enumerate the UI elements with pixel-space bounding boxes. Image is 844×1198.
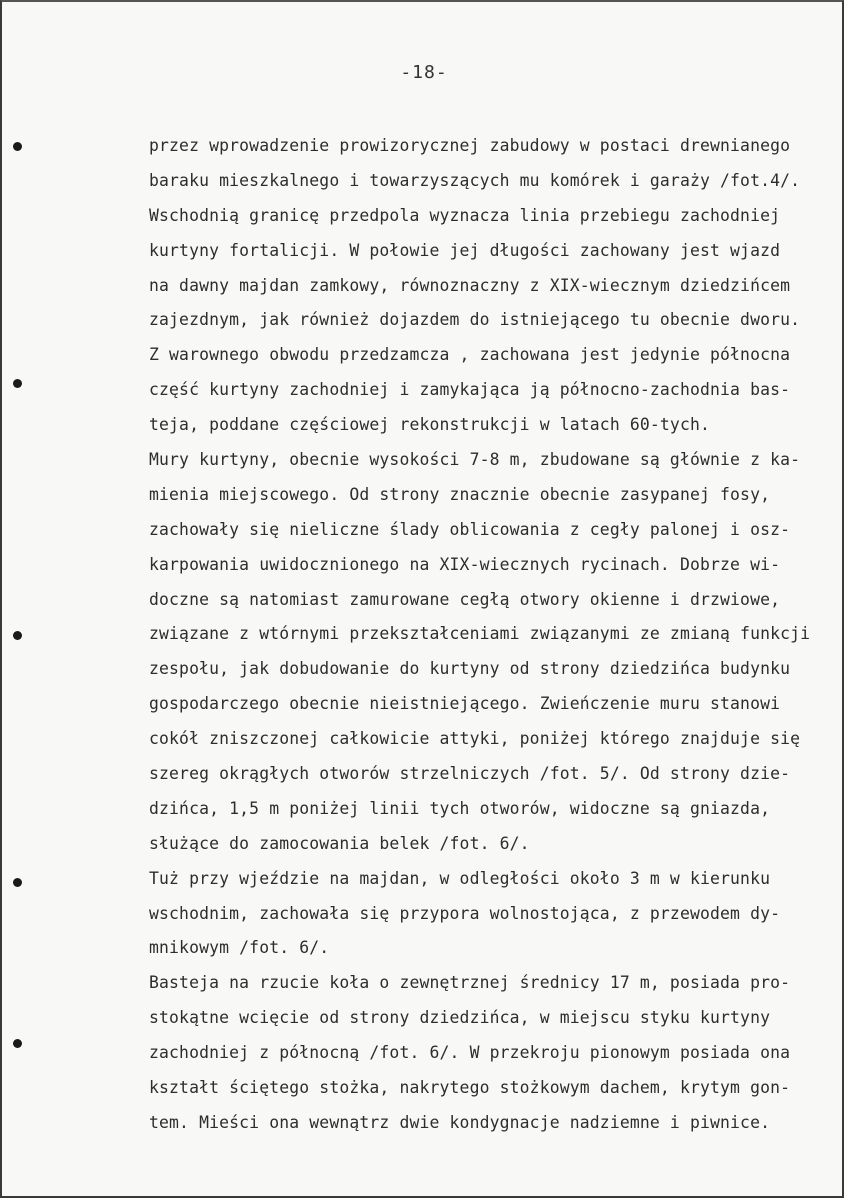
text-line: dzińca, 1,5 m poniżej linii tych otworów, widoczne są gniazda, bbox=[149, 798, 771, 818]
text-line: Mury kurtyny, obecnie wysokości 7-8 m, zbudowane są głównie z ka- bbox=[149, 450, 801, 470]
text-line: Wschodnią granicę przedpola wyznacza linia przebiegu zachodniej bbox=[149, 205, 781, 225]
punch-hole-mark bbox=[13, 631, 22, 640]
punch-hole-mark bbox=[13, 142, 22, 151]
text-line: wschodnim, zachowała się przypora wolnostojąca, z przewodem dy- bbox=[149, 903, 781, 923]
text-line: Z warownego obwodu przedzamcza , zachowana jest jedynie północna bbox=[149, 345, 791, 365]
text-line: mienia miejscowego. Od strony znacznie obecnie zasypanej fosy, bbox=[149, 484, 771, 504]
text-line: doczne są natomiast zamurowane cegłą otwory okienne i drzwiowe, bbox=[149, 589, 781, 609]
text-line: szereg okrągłych otworów strzelniczych /fot. 5/. Od strony dzie- bbox=[149, 764, 791, 784]
text-line: cokół zniszczonej całkowicie attyki, poniżej którego znajduje się bbox=[149, 729, 801, 749]
text-line: zajezdnym, jak również dojazdem do istniejącego tu obecnie dworu. bbox=[149, 310, 801, 330]
text-line: zachodniej z północną /fot. 6/. W przekroju pionowym posiada ona bbox=[149, 1043, 791, 1063]
body-text bbox=[149, 129, 844, 1141]
page-number: -18- bbox=[400, 62, 448, 83]
text-line: teja, poddane częściowej rekonstrukcji w latach 60-tych. bbox=[149, 415, 711, 435]
text-line: stokątne wcięcie od strony dziedzińca, w miejscu styku kurtyny bbox=[149, 1008, 771, 1028]
text-line: zachowały się nieliczne ślady oblicowania z cegły palonej i osz- bbox=[149, 519, 791, 539]
punch-hole-mark bbox=[13, 878, 22, 887]
text-line: gospodarczego obecnie nieistniejącego. Zwieńczenie muru stanowi bbox=[149, 694, 781, 714]
text-line: Basteja na rzucie koła o zewnętrznej średnicy 17 m, posiada pro- bbox=[149, 973, 791, 993]
text-line: karpowania uwidocznionego na XIX-wiecznych rycinach. Dobrze wi- bbox=[149, 554, 781, 574]
punch-hole-mark bbox=[13, 1039, 22, 1048]
text-line: na dawny majdan zamkowy, równoznaczny z XIX-wiecznym dziedzińcem bbox=[149, 275, 791, 295]
punch-hole-mark bbox=[13, 379, 22, 388]
text-line: baraku mieszkalnego i towarzyszących mu komórek i garaży /fot.4/. bbox=[149, 170, 801, 190]
text-line: część kurtyny zachodniej i zamykająca ją północno-zachodnia bas- bbox=[149, 380, 791, 400]
text-line: Tuż przy wjeździe na majdan, w odległości około 3 m w kierunku bbox=[149, 868, 771, 888]
text-line: kształt ściętego stożka, nakrytego stożkowym dachem, krytym gon- bbox=[149, 1078, 791, 1098]
text-line: zespołu, jak dobudowanie do kurtyny od strony dziedzińca budynku bbox=[149, 659, 791, 679]
text-line: związane z wtórnymi przekształceniami związanymi ze zmianą funkcji bbox=[149, 624, 811, 644]
text-line: kurtyny fortalicji. W połowie jej długości zachowany jest wjazd bbox=[149, 240, 781, 260]
text-line: przez wprowadzenie prowizorycznej zabudowy w postaci drewnianego bbox=[149, 136, 791, 155]
text-line: służące do zamocowania belek /fot. 6/. bbox=[149, 833, 530, 853]
text-line: tem. Mieści ona wewnątrz dwie kondygnacje nadziemne i piwnice. bbox=[149, 1112, 771, 1132]
text-line: mnikowym /fot. 6/. bbox=[149, 938, 330, 958]
